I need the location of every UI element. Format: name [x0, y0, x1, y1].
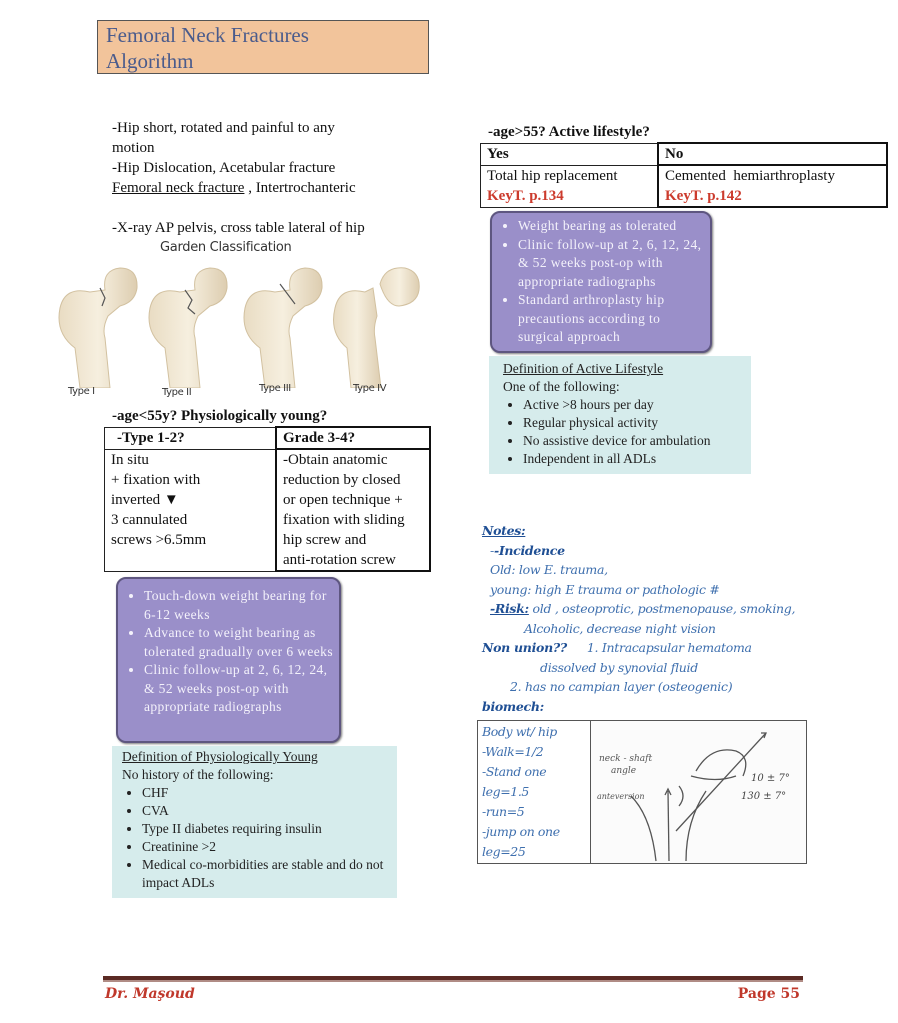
total-hip-replacement: Total hip replacement — [487, 167, 618, 184]
sketch-value-2: 130 ± 7° — [741, 791, 787, 802]
sketch-label-angle: angle — [611, 766, 637, 776]
title-line-1: Femoral Neck Fractures — [106, 23, 309, 47]
postop-item: • Touch-down weight bearing for 6-12 weeks — [144, 587, 333, 624]
treatment-line: screws >6.5mm — [111, 531, 207, 548]
intro-line — [112, 178, 442, 198]
garden-classification-title: Garden Classification — [160, 240, 292, 255]
no-treatment — [658, 165, 887, 207]
postop-item: • Advance to weight bearing as tolerated gradually over 6 weeks — [144, 624, 333, 661]
notes-section — [482, 521, 862, 716]
nonunion-reason-2: 2. has no campian layer (osteogenic) — [510, 679, 733, 694]
definition-intro: One of the following: — [503, 379, 620, 394]
keyt-reference-link: KeyT. p.142 — [665, 188, 742, 204]
sketch-label-neck-shaft: neck - shaft — [599, 754, 653, 764]
definition-item: • Active >8 hours per day — [523, 396, 737, 414]
garden-femur-illustration — [40, 258, 440, 388]
biomech-label: biomech: — [482, 698, 544, 714]
risk-label: -Risk: — [490, 601, 529, 616]
definition-title: Definition of Physiologically Young — [122, 749, 318, 764]
treatment-line: reduction by closed — [283, 472, 401, 488]
footer-author: Dr. Maşoud — [105, 986, 195, 1002]
postop-item: • Clinic follow-up at 2, 6, 12, 24, & 52 weeks post-op with appropriate radiographs — [518, 236, 704, 292]
femur-type-4 — [334, 268, 420, 388]
incidence-heading: -Incidence — [493, 542, 565, 558]
biomech-line: -jump on one — [482, 824, 560, 839]
intro-line: -Hip Dislocation, Acetabular fracture — [112, 160, 336, 176]
page-number: Page 55 — [737, 986, 800, 1002]
risk-text-2: Alcoholic, decrease night vision — [524, 620, 716, 636]
physiologically-young-definition — [112, 746, 397, 898]
incidence-label: --Incidence — [490, 542, 565, 558]
biomech-line: -run=5 — [482, 804, 525, 819]
definition-item: • CVA — [142, 802, 387, 820]
no-header: No — [658, 143, 887, 165]
young-treatment-table — [104, 426, 431, 572]
garden-type-label: Type I — [68, 386, 95, 397]
definition-item: • Type II diabetes requiring insulin — [142, 820, 387, 838]
sketch-value-1: 10 ± 7° — [751, 773, 790, 784]
page-title — [97, 20, 429, 74]
garden-type-label: Type III — [259, 383, 291, 394]
incidence-old: Old: low E. trauma, — [490, 562, 608, 577]
sketch-label-anteversion: anteversion — [597, 792, 645, 801]
postop-item: • Standard arthroplasty hip precautions according to surgical approach — [518, 291, 704, 347]
femoral-neck-fracture-text: Femoral neck fracture — [112, 180, 245, 196]
nonunion-label: Non union?? — [482, 640, 567, 655]
footer-divider-shadow — [103, 980, 803, 982]
definition-item: • Creatinine >2 — [142, 838, 387, 856]
risk-text: old , osteoprotic, postmenopause, smoking, — [528, 601, 796, 616]
treatment-line: fixation with sliding — [283, 512, 405, 528]
femur-type-1 — [59, 268, 137, 388]
title-line-2: Algorithm — [106, 49, 194, 73]
old-postop-box — [490, 211, 712, 353]
definition-item: • Regular physical activity — [523, 414, 737, 432]
biomech-line: -Walk=1/2 — [482, 744, 544, 759]
postop-item: • Clinic follow-up at 2, 6, 12, 24, & 52 weeks post-op with appropriate radiographs — [144, 661, 333, 717]
old-treatment-table — [480, 142, 888, 208]
femur-sketch-drawing — [591, 721, 806, 863]
grade-3-4-treatment — [276, 449, 430, 571]
nonunion-reason-1: 1. Intracapsular hematoma — [586, 640, 752, 655]
type-1-2-header: -Type 1-2? — [105, 427, 277, 449]
young-heading: -age<55y? Physiologically young? — [112, 408, 328, 424]
biomech-line: Body wt/ hip — [482, 724, 557, 739]
treatment-line: or open technique + — [283, 492, 403, 508]
treatment-line: + fixation with — [111, 471, 201, 488]
intro-line: motion — [112, 140, 155, 156]
hip-angle-sketch — [591, 721, 806, 863]
intro-line: -Hip short, rotated and painful to any — [112, 120, 335, 136]
treatment-line: -Obtain anatomic — [283, 452, 388, 468]
treatment-line: 3 cannulated — [111, 511, 188, 528]
intro-text — [112, 118, 442, 238]
postop-item: • Weight bearing as tolerated — [518, 217, 704, 236]
young-postop-box — [116, 577, 341, 743]
treatment-line: anti-rotation screw — [283, 552, 396, 568]
femur-type-2 — [149, 268, 227, 388]
definition-intro: No history of the following: — [122, 767, 274, 782]
biomech-line: leg=25 — [482, 844, 526, 859]
keyt-reference-link: KeyT. p.134 — [487, 187, 564, 204]
definition-item: • No assistive device for ambulation — [523, 432, 737, 450]
risk-line — [482, 599, 862, 619]
grade-3-4-header: Grade 3-4? — [276, 427, 430, 449]
yes-treatment — [481, 165, 659, 207]
active-lifestyle-definition — [489, 356, 751, 474]
treatment-line: hip screw and — [283, 532, 367, 548]
treatment-line: inverted ▼ — [111, 491, 179, 508]
yes-header: Yes — [481, 143, 659, 165]
definition-title: Definition of Active Lifestyle — [503, 361, 664, 376]
incidence-young: young: high E trauma or pathologic # — [490, 581, 720, 597]
old-heading: -age>55? Active lifestyle? — [488, 124, 650, 140]
treatment-line: In situ — [111, 451, 149, 468]
garden-type-label: Type IV — [353, 383, 387, 394]
xray-line: -X-ray AP pelvis, cross table lateral of hip — [112, 220, 365, 236]
biomech-line: -Stand one — [482, 764, 547, 779]
biomech-line: leg=1.5 — [482, 784, 529, 799]
type-1-2-treatment — [105, 449, 277, 571]
biomech-table — [477, 720, 807, 864]
definition-item: • CHF — [142, 784, 387, 802]
definition-item: • Medical co-morbidities are stable and do not impact ADLs — [142, 856, 387, 892]
nonunion-line — [482, 638, 862, 658]
intertrochanteric-text: , Intertrochanteric — [244, 180, 356, 196]
notes-heading: Notes: — [482, 523, 526, 538]
biomech-values — [478, 721, 591, 863]
nonunion-reason-1b: dissolved by synovial fluid — [540, 659, 698, 675]
garden-type-label: Type II — [162, 387, 192, 398]
femur-type-3 — [244, 268, 322, 388]
definition-item: • Independent in all ADLs — [523, 450, 737, 468]
cemented-hemiarthroplasty: Cemented hemiarthroplasty — [665, 168, 835, 184]
